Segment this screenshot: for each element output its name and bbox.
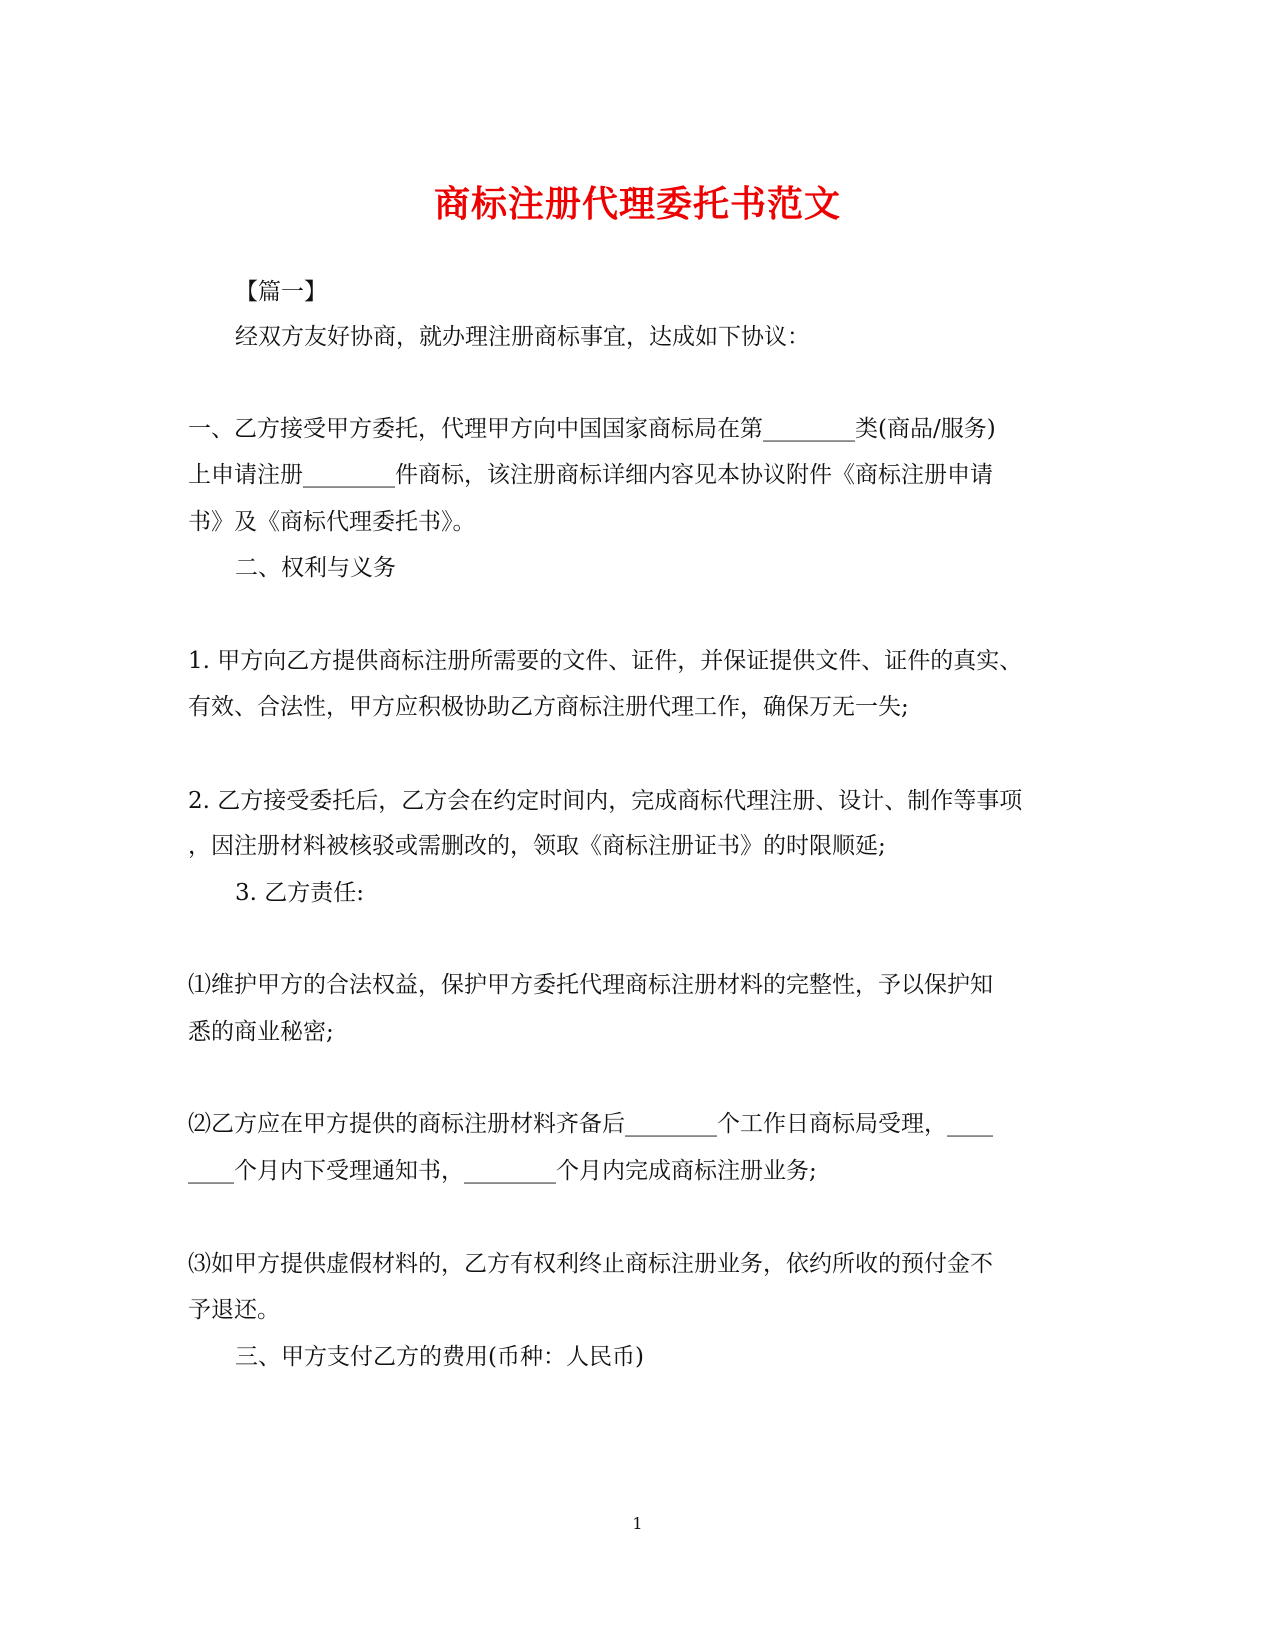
item-2-line-2: ，因注册材料被核驳或需删改的，领取《商标注册证书》的时限顺延; [188, 833, 886, 859]
item-3-heading: 3. 乙方责任: [235, 880, 365, 906]
section-heading-fees: 三、甲方支付乙方的费用(币种：人民币) [235, 1344, 644, 1370]
clause-1-line-2: 上申请注册________件商标，该注册商标详细内容见本协议附件《商标注册申请 [188, 462, 993, 488]
item-1-line-2: 有效、合法性，甲方应积极协助乙方商标注册代理工作，确保万无一失; [188, 694, 909, 720]
clause-1-line-3: 书》及《商标代理委托书》。 [188, 509, 476, 535]
page-number: 1 [632, 1514, 643, 1533]
subitem-3-line-2: 予退还。 [188, 1297, 280, 1323]
document-title: 商标注册代理委托书范文 [433, 183, 841, 225]
subitem-1-line-2: 悉的商业秘密; [188, 1019, 334, 1045]
subitem-3-line-1: ⑶如甲方提供虚假材料的，乙方有权利终止商标注册业务，依约所收的预付金不 [188, 1251, 993, 1277]
subitem-2-line-1: ⑵乙方应在甲方提供的商标注册材料齐备后________个工作日商标局受理，____ [188, 1111, 993, 1137]
item-2-line-1: 2. 乙方接受委托后，乙方会在约定时间内，完成商标代理注册、设计、制作等事项 [188, 788, 1023, 814]
section-heading-rights: 二、权利与义务 [235, 555, 396, 581]
clause-1-line-1: 一、乙方接受甲方委托，代理甲方向中国国家商标局在第________类(商品/服务) [188, 416, 996, 442]
section-heading-pian-yi: 【篇一】 [235, 279, 327, 305]
intro-paragraph: 经双方友好协商，就办理注册商标事宜，达成如下协议： [235, 324, 810, 350]
item-1-line-1: 1. 甲方向乙方提供商标注册所需要的文件、证件，并保证提供文件、证件的真实、 [188, 648, 1023, 674]
subitem-1-line-1: ⑴维护甲方的合法权益，保护甲方委托代理商标注册材料的完整性，予以保护知 [188, 972, 993, 998]
subitem-2-line-2: ____个月内下受理通知书，________个月内完成商标注册业务; [188, 1158, 817, 1184]
